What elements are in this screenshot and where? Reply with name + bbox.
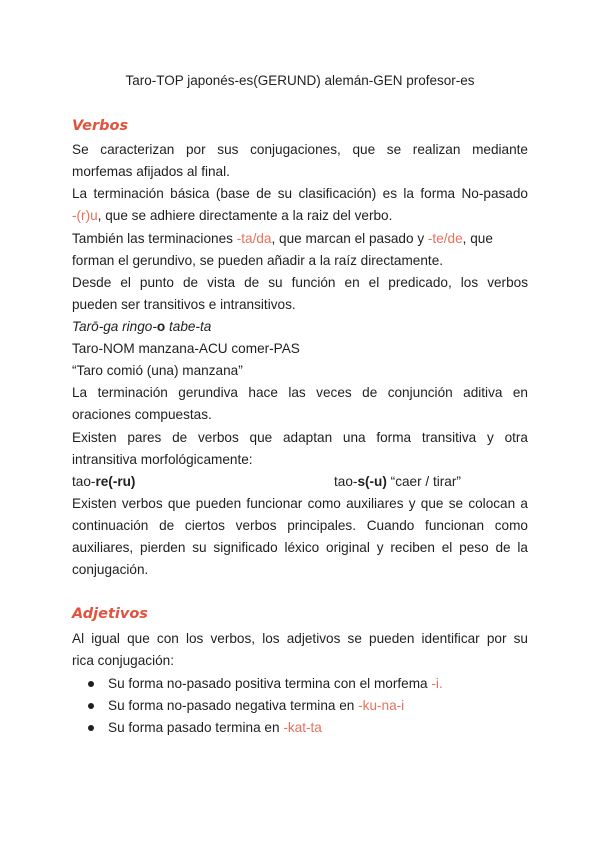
suffix-ru: -(r)u — [72, 208, 98, 223]
verbos-p5-line2: oraciones compuestas. — [72, 407, 212, 422]
verbos-heading: Verbos — [72, 118, 129, 134]
verbos-p3-line2: forman el gerundivo, se pueden añadir a la raíz directamente. — [72, 253, 444, 268]
suffix-ta-da: -ta/da — [236, 231, 272, 246]
text-segment: “caer / tirar” — [386, 474, 461, 489]
example-translation: “Taro comió (una) manzana” — [72, 363, 243, 378]
adjetivos-p1-line2: rica conjugación: — [72, 653, 175, 668]
bullet-dot — [88, 703, 94, 709]
particle-o: o — [156, 319, 166, 334]
suffix-kat-ta: -kat-ta — [283, 720, 322, 735]
text-segment: También las terminaciones — [72, 231, 237, 246]
suffix-te-de: -te/de — [427, 231, 463, 246]
adjetivos-heading: Adjetivos — [72, 606, 148, 622]
header-gloss: Taro-TOP japonés-es(GERUND) alemán-GEN profesor-es — [125, 73, 475, 88]
verbos-p2-line1: La terminación básica (base de su clasificación) es la forma No-pasado — [72, 186, 528, 201]
text-segment: , que marcan el pasado y — [271, 231, 428, 246]
example-japanese — [72, 316, 528, 338]
pair-transitive-suffix: s(-u) — [357, 474, 387, 489]
example-gloss: Taro-NOM manzana-ACU comer-PAS — [72, 341, 300, 356]
verbos-p7-line2: continuación de ciertos verbos principales. Cuando funcionan como — [72, 518, 528, 533]
verbos-p5-line1: La terminación gerundiva hace las veces de conjunción aditiva en — [72, 385, 528, 400]
bullet-dot — [88, 725, 94, 731]
suffix-i: -i. — [431, 676, 443, 691]
verbos-p1-line1: Se caracterizan por sus conjugaciones, que se realizan mediante — [72, 142, 528, 157]
verb-pair — [72, 471, 528, 493]
verbos-p6-line2: intransitiva morfológicamente: — [72, 452, 253, 467]
adjetivos-p1-line1: Al igual que con los verbos, los adjetivos se pueden identificar por su — [72, 631, 528, 646]
pair-intransitive-suffix: re(-ru) — [95, 474, 136, 489]
text-segment: tabe-ta — [165, 319, 212, 334]
verbos-p7-line1: Existen verbos que pueden funcionar como auxiliares y que se colocan a — [72, 496, 528, 511]
text-segment: Su forma no-pasado positiva termina con el morfema — [108, 676, 432, 691]
verbos-p7-line4: conjugación. — [72, 562, 149, 577]
verbos-p6-line1: Existen pares de verbos que adaptan una forma transitiva y otra — [72, 430, 528, 445]
bullet-dot — [88, 681, 94, 687]
suffix-ku-na-i: -ku-na-i — [358, 698, 405, 713]
verbos-p2-line2 — [72, 205, 528, 227]
verbos-p4-line1: Desde el punto de vista de su función en el predicado, los verbos — [72, 275, 528, 290]
verbos-p1-line2: morfemas afijados al final. — [72, 164, 230, 179]
text-segment: Su forma no-pasado negativa termina en — [108, 698, 359, 713]
text-segment: Tarō-ga ringo- — [72, 319, 157, 334]
verbos-p4-line2: pueden ser transitivos e intransitivos. — [72, 297, 296, 312]
text-segment: , que — [462, 231, 493, 246]
text-segment: Su forma pasado termina en — [108, 720, 284, 735]
verbos-p7-line3: auxiliares, pierden su significado léxico original y reciben el peso de la — [72, 540, 528, 555]
text-segment: tao- — [72, 474, 96, 489]
text-segment: tao- — [334, 474, 358, 489]
verbos-p3-line1 — [72, 228, 528, 250]
pair-transitive — [334, 471, 461, 493]
verbos-p2-line2-text: , que se adhiere directamente a la raiz del verbo. — [97, 208, 393, 223]
